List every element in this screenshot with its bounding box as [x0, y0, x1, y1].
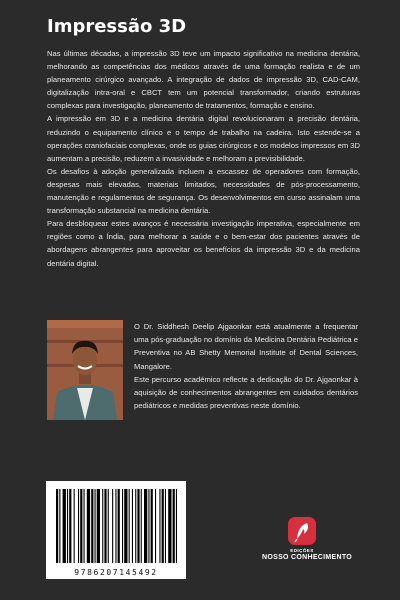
- barcode-bar: [74, 489, 75, 563]
- barcode-bar: [132, 489, 133, 563]
- barcode-bar: [102, 489, 103, 563]
- isbn-number: 9786207145492: [74, 568, 158, 577]
- barcode-bar: [69, 489, 71, 563]
- barcode-bar: [165, 489, 166, 563]
- barcode-bar: [155, 489, 156, 563]
- book-title: Impressão 3D: [47, 16, 187, 37]
- publisher-logo-mark: [288, 517, 316, 545]
- barcode-icon: [46, 481, 186, 579]
- barcode-bar: [95, 489, 96, 563]
- barcode-bar: [63, 489, 66, 563]
- barcode-bar: [87, 489, 90, 563]
- barcode-bar: [148, 489, 149, 563]
- barcode-bar: [151, 489, 153, 563]
- barcode-bar: [168, 489, 171, 563]
- publisher-logo: [262, 517, 353, 561]
- barcode-bar: [135, 489, 136, 563]
- barcode-bar: [97, 489, 100, 563]
- barcode-bar: [173, 489, 175, 563]
- publisher-name: NOSSO CONHECIMENTO: [262, 554, 353, 561]
- barcode-bar: [162, 489, 164, 563]
- publisher-label: EDIÇÕES: [290, 548, 314, 553]
- barcode-bar: [129, 489, 130, 563]
- description-paragraph: Nas últimas décadas, a impressão 3D teve um impacto significativo na medicina dentária, melhorando as competências dos médicos através de uma formação realista e de um planeamento cirúrgico avançado. A integração de dados de impressão 3D, CAD-CAM, digitalização intra-oral e CBCT tem um potencial transformador, criando estruturas complexas para investigação, planeamento de tratamentos, formação e ensino.: [47, 49, 360, 111]
- barcode-bar: [108, 489, 109, 563]
- barcode-bar: [176, 489, 177, 563]
- isbn-barcode: [46, 481, 186, 579]
- bio-paragraph: Este percurso académico reflecte a dedicação do Dr. Ajgaonkar à aquisição de conhecimentos abrangentes em cuidados dentários pediátricos e medidas preventivas neste domínio.: [134, 374, 358, 411]
- barcode-bar: [159, 489, 160, 563]
- author-photo: [47, 320, 123, 420]
- description-paragraph: A impressão em 3D e a medicina dentária digital revolucionaram a precisão dentária, reduzindo o equipamento clínico e o tempo de trabalho na cadeira. Isto estende-se a operações craniofaciais complexas, onde os guias cirúrgicos e os modelos impressos em 3D aumentam a precisão, reduzem a invasividade e melhoram a previsibilidade.: [47, 114, 360, 163]
- barcode-bar: [91, 489, 93, 563]
- barcode-bar: [141, 489, 142, 563]
- barcode-bar: [104, 489, 106, 563]
- author-portrait-icon: [47, 320, 123, 420]
- barcode-bar: [115, 489, 116, 563]
- barcode-bar: [78, 489, 79, 563]
- back-cover-description: [47, 47, 360, 270]
- author-bio: [134, 320, 358, 412]
- description-paragraph: Para desbloquear estes avanços é necessária investigação imperativa, especialmente em regiões como a Índia, para melhorar a saúde e o bem-estar dos pacientes através de abordagens abrangentes para aproveitar os benefícios da impressão 3D e da medicina dentária digital.: [47, 219, 360, 268]
- barcode-bar: [118, 489, 120, 563]
- quill-icon: [288, 517, 316, 545]
- barcode-bar: [137, 489, 139, 563]
- barcode-bar: [122, 489, 123, 563]
- barcode-bar: [84, 489, 85, 563]
- bio-paragraph: O Dr. Siddhesh Deelip Ajgaonkar está atualmente a frequentar uma pós-graduação no domínio da Medicina Dentária Pediátrica e Preventiva no AB Shetty Memorial Institute of Dental Sciences, Mangalore.: [134, 322, 358, 371]
- barcode-bar: [112, 489, 113, 563]
- barcode-bar: [144, 489, 147, 563]
- barcode-bar: [80, 489, 82, 563]
- barcode-bar: [67, 489, 68, 563]
- barcode-bar: [59, 489, 60, 563]
- barcode-bar: [56, 489, 58, 563]
- barcode-bar: [124, 489, 127, 563]
- description-paragraph: Os desafios à adoção generalizada incluem a escassez de operadores com formação, despesas mais elevadas, materiais limitados, necessidades de pós-processamento, manutenção e regulamentos de segurança. Os desenvolvimentos em curso assinalam uma transformação substancial na medicina dentária.: [47, 166, 360, 216]
